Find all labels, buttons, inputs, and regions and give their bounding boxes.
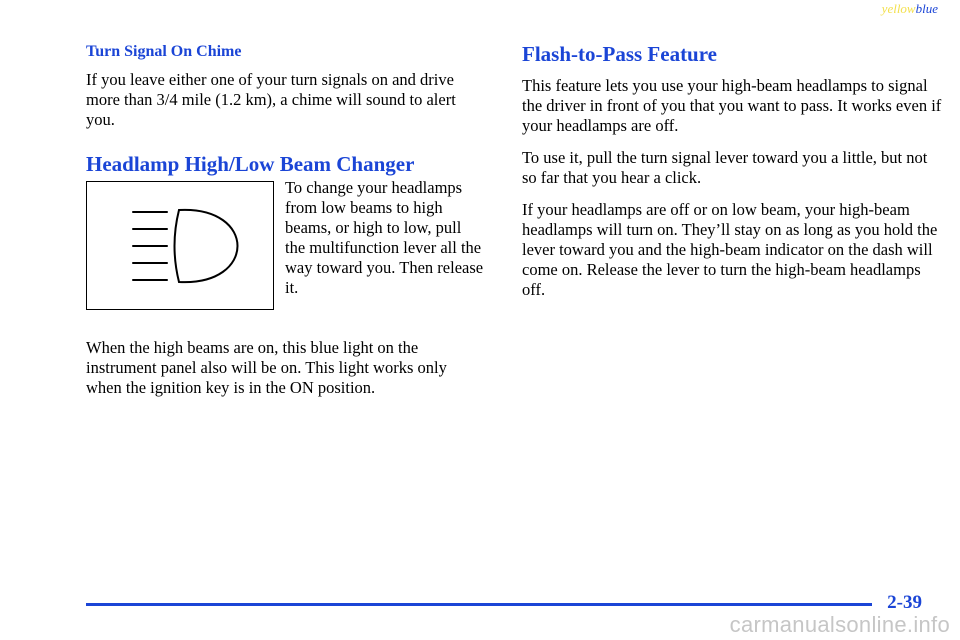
- watermark-text: carmanualsonline.info: [729, 612, 950, 637]
- high-beam-headlamp-icon: [87, 182, 273, 309]
- left-column: [86, 40, 486, 178]
- corner-tag-blue: blue: [915, 1, 938, 16]
- beam-figure-box: [86, 181, 274, 310]
- flash-paragraph-3: If your headlamps are off or on low beam, your high‑beam headlamps will turn on. They’ll stay on as long as you hold the lever toward you and the high‑beam indicator on the dash will come on. Release the lever to turn the high‑beam headlamps off.: [522, 200, 938, 299]
- turn-signal-body: If you leave either one of your turn signals on and drive more than 3/4 mile (1.2 km), a chime will sound to alert you.: [86, 70, 456, 129]
- right-column: [522, 40, 942, 300]
- flash-to-pass-heading: Flash-to-Pass Feature: [522, 42, 717, 66]
- footer-rule: [86, 603, 872, 606]
- beam-body-wrap: [86, 338, 486, 398]
- turn-signal-heading: Turn Signal On Chime: [86, 43, 242, 60]
- beam-changer-heading: Headlamp High/Low Beam Changer: [86, 152, 415, 176]
- flash-paragraph-1: This feature lets you use your high‑beam headlamps to signal the driver in front of you that you want to pass. It works even if your headlamps are off.: [522, 76, 942, 135]
- flash-paragraph-2: To use it, pull the turn signal lever toward you a little, but not so far that you hear a click.: [522, 148, 928, 187]
- beam-figure-text: To change your headlamps from low beams to high beams, or high to low, pull the multifunction lever all the way toward you. Then release it.: [285, 178, 484, 297]
- beam-figure-row: [86, 178, 486, 318]
- corner-tag-yellow: yellow: [881, 1, 916, 16]
- corner-tag: [882, 1, 938, 17]
- beam-body: When the high beams are on, this blue light on the instrument panel also will be on. This light works only when the ignition key is in the ON position.: [86, 338, 447, 397]
- page-number: 2-39: [887, 592, 922, 613]
